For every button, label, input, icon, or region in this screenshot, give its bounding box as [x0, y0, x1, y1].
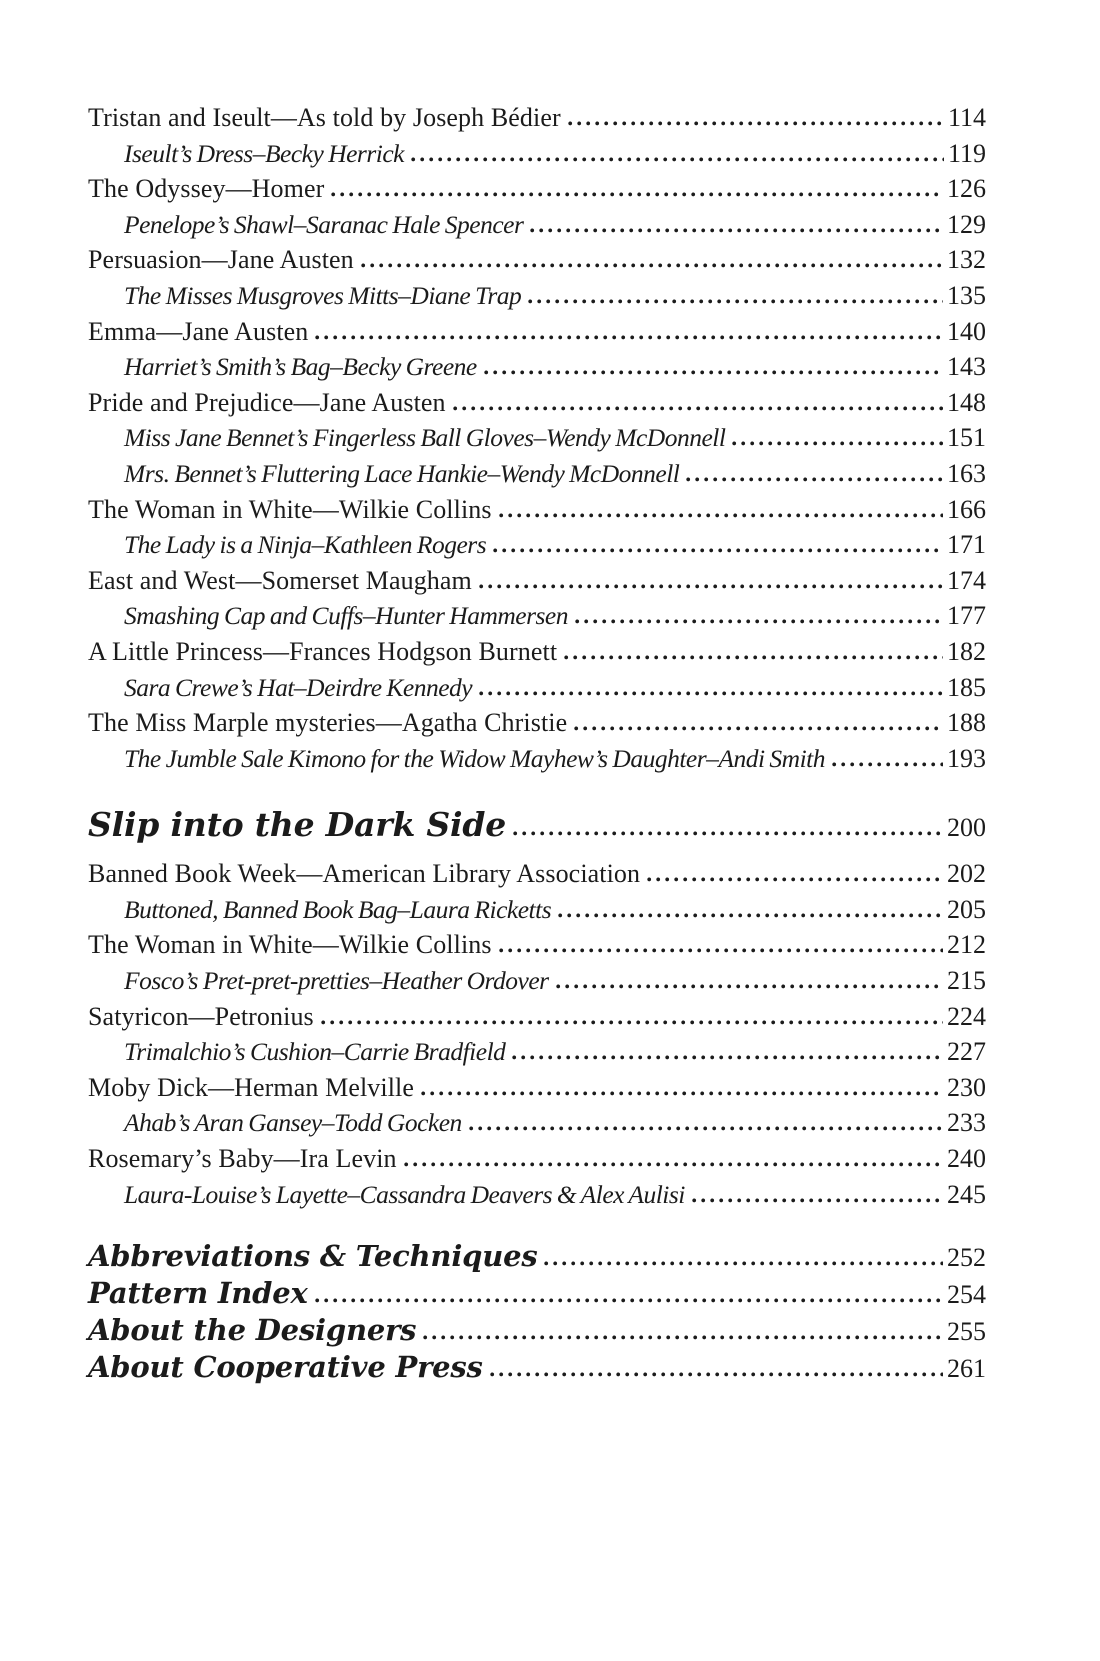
toc-chapter-row	[88, 708, 986, 744]
toc-pattern-row	[88, 601, 986, 637]
toc-list	[88, 103, 986, 1387]
toc-entry-title: Iseult’s Dress–Becky Herrick	[124, 138, 404, 168]
dot-leader	[558, 913, 943, 918]
dot-leader	[556, 984, 943, 989]
dot-leader	[568, 121, 944, 126]
toc-pattern-row	[88, 673, 986, 709]
toc-chapter-row	[88, 1073, 986, 1109]
toc-page-number: 261	[947, 1354, 986, 1384]
dot-leader	[321, 1020, 943, 1025]
toc-entry-title: About the Designers	[88, 1313, 417, 1348]
toc-page-number: 224	[947, 1001, 986, 1031]
toc-page-number: 140	[947, 316, 986, 346]
dot-leader	[484, 370, 943, 375]
dot-leader	[421, 1091, 943, 1096]
toc-pattern-row	[88, 1180, 986, 1216]
dot-leader	[832, 762, 943, 767]
toc-entry-title: Abbreviations & Techniques	[88, 1239, 538, 1274]
toc-page-number: 205	[947, 894, 986, 924]
toc-section-heading-row	[88, 805, 986, 853]
toc-pattern-row	[88, 281, 986, 317]
toc-entry-title: A Little Princess—Frances Hodgson Burnett	[88, 636, 558, 666]
dot-leader	[732, 441, 943, 446]
dot-leader	[574, 726, 943, 731]
dot-leader	[512, 1055, 943, 1060]
toc-pattern-row	[88, 744, 986, 780]
toc-backmatter-row	[88, 1350, 986, 1387]
dot-leader	[423, 1335, 943, 1340]
dot-leader	[513, 831, 943, 836]
toc-pattern-row	[88, 530, 986, 566]
toc-pattern-row	[88, 352, 986, 388]
toc-chapter-row	[88, 174, 986, 210]
toc-entry-title: The Miss Marple mysteries—Agatha Christie	[88, 708, 568, 738]
dot-leader	[479, 691, 943, 696]
toc-entry-title: Miss Jane Bennet’s Fingerless Ball Gloves–Wendy McDonnell	[124, 423, 726, 453]
toc-page-number: 233	[947, 1108, 986, 1138]
toc-page-number: 230	[947, 1072, 986, 1102]
toc-entry-title: Sara Crewe’s Hat–Deirdre Kennedy	[124, 672, 473, 702]
toc-chapter-row	[88, 1144, 986, 1180]
dot-leader	[490, 1372, 943, 1377]
toc-page-number: 185	[947, 672, 986, 702]
toc-page-number: 212	[947, 930, 986, 960]
toc-chapter-row	[88, 388, 986, 424]
toc-entry-title: Penelope’s Shawl–Saranac Hale Spencer	[124, 209, 524, 239]
toc-chapter-row	[88, 245, 986, 281]
toc-entry-title: Rosemary’s Baby—Ira Levin	[88, 1144, 397, 1174]
toc-entry-title: Fosco’s Pret-pret-pretties–Heather Ordover	[124, 966, 549, 996]
toc-chapter-row	[88, 859, 986, 895]
dot-leader	[499, 513, 943, 518]
toc-entry-title: About Cooperative Press	[88, 1350, 483, 1385]
toc-pattern-row	[88, 210, 986, 246]
toc-entry-title: Satyricon—Petronius	[88, 1001, 314, 1031]
toc-page-number: 126	[947, 174, 986, 204]
toc-chapter-row	[88, 930, 986, 966]
toc-pattern-row	[88, 139, 986, 175]
dot-leader	[404, 1162, 943, 1167]
toc-chapter-row	[88, 1002, 986, 1038]
toc-entry-title: Ahab’s Aran Gansey–Todd Gocken	[124, 1108, 462, 1138]
toc-backmatter-row	[88, 1276, 986, 1313]
toc-page-number: 114	[947, 103, 986, 132]
dot-leader	[493, 548, 943, 553]
toc-page-number: 215	[947, 966, 986, 996]
dot-leader	[315, 335, 943, 340]
dot-leader	[575, 619, 943, 624]
toc-backmatter-row	[88, 1239, 986, 1276]
toc-entry-title: Banned Book Week—American Library Association	[88, 859, 641, 889]
toc-entry-title: The Woman in White—Wilkie Collins	[88, 494, 492, 524]
toc-page-number: 202	[947, 859, 986, 889]
toc-entry-title: The Jumble Sale Kimono for the Widow Mayhew’s Daughter–Andi Smith	[124, 743, 826, 773]
dot-leader	[479, 584, 943, 589]
toc-page-number: 227	[947, 1037, 986, 1067]
dot-leader	[499, 948, 943, 953]
dot-leader	[564, 655, 943, 660]
toc-entry-title: The Odyssey—Homer	[88, 174, 325, 204]
dot-leader	[544, 1261, 943, 1266]
toc-pattern-row	[88, 459, 986, 495]
toc-page-number: 135	[947, 280, 986, 310]
toc-chapter-row	[88, 495, 986, 531]
toc-page-number: 166	[947, 494, 986, 524]
toc-page-number: 143	[947, 352, 986, 382]
toc-page-number: 254	[947, 1280, 986, 1310]
dot-leader	[469, 1126, 943, 1131]
dot-leader	[331, 192, 943, 197]
toc-entry-title: Mrs. Bennet’s Fluttering Lace Hankie–Wendy McDonnell	[124, 458, 680, 488]
dot-leader	[453, 406, 943, 411]
toc-entry-title: The Woman in White—Wilkie Collins	[88, 930, 492, 960]
toc-chapter-row	[88, 103, 986, 139]
toc-page-number: 177	[947, 601, 986, 631]
toc-entry-title: Persuasion—Jane Austen	[88, 245, 354, 275]
toc-entry-title: Pride and Prejudice—Jane Austen	[88, 387, 446, 417]
toc-entry-title: Buttoned, Banned Book Bag–Laura Ricketts	[124, 894, 552, 924]
toc-page-number: 163	[947, 458, 986, 488]
toc-page-number: 119	[947, 138, 986, 168]
toc-page-number: 171	[947, 530, 986, 560]
toc-entry-title: East and West—Somerset Maugham	[88, 565, 472, 595]
toc-page-number: 188	[947, 708, 986, 738]
toc-entry-title: Tristan and Iseult—As told by Joseph Bédier	[88, 103, 561, 132]
toc-chapter-row	[88, 317, 986, 353]
toc-entry-title: Harriet’s Smith’s Bag–Becky Greene	[124, 352, 477, 382]
toc-entry-title: The Lady is a Ninja–Kathleen Rogers	[124, 530, 487, 560]
toc-page-number: 200	[947, 813, 986, 843]
toc-page-number: 255	[947, 1317, 986, 1347]
toc-chapter-row	[88, 637, 986, 673]
toc-entry-title: Emma—Jane Austen	[88, 316, 309, 346]
dot-leader	[647, 877, 943, 882]
toc-entry-title: Slip into the Dark Side	[88, 805, 507, 845]
toc-page-number: 182	[947, 636, 986, 666]
dot-leader	[411, 157, 944, 162]
dot-leader	[530, 228, 943, 233]
toc-page-number: 148	[947, 387, 986, 417]
toc-pattern-row	[88, 1037, 986, 1073]
toc-page-number: 174	[947, 565, 986, 595]
toc-entry-title: Trimalchio’s Cushion–Carrie Bradfield	[124, 1037, 506, 1067]
toc-pattern-row	[88, 423, 986, 459]
dot-leader	[686, 477, 943, 482]
toc-backmatter-row	[88, 1313, 986, 1350]
toc-pattern-row	[88, 1108, 986, 1144]
toc-pattern-row	[88, 966, 986, 1002]
toc-entry-title: Moby Dick—Herman Melville	[88, 1072, 414, 1102]
toc-page-number: 252	[947, 1243, 986, 1273]
dot-leader	[528, 299, 943, 304]
toc-page-number: 132	[947, 245, 986, 275]
toc-entry-title: The Misses Musgroves Mitts–Diane Trap	[124, 280, 522, 310]
toc-chapter-row	[88, 566, 986, 602]
toc-page-number: 151	[947, 423, 986, 453]
toc-page-number: 245	[947, 1179, 986, 1209]
toc-entry-title: Smashing Cap and Cuffs–Hunter Hammersen	[124, 601, 569, 631]
dot-leader	[315, 1298, 943, 1303]
toc-page-number: 193	[947, 743, 986, 773]
toc-entry-title: Laura-Louise’s Layette–Cassandra Deavers & Alex Aulisi	[124, 1179, 685, 1209]
dot-leader	[361, 263, 943, 268]
toc-pattern-row	[88, 895, 986, 931]
toc-page-number: 129	[947, 209, 986, 239]
toc-entry-title: Pattern Index	[88, 1276, 308, 1311]
dot-leader	[692, 1198, 943, 1203]
toc-page-number: 240	[947, 1144, 986, 1174]
